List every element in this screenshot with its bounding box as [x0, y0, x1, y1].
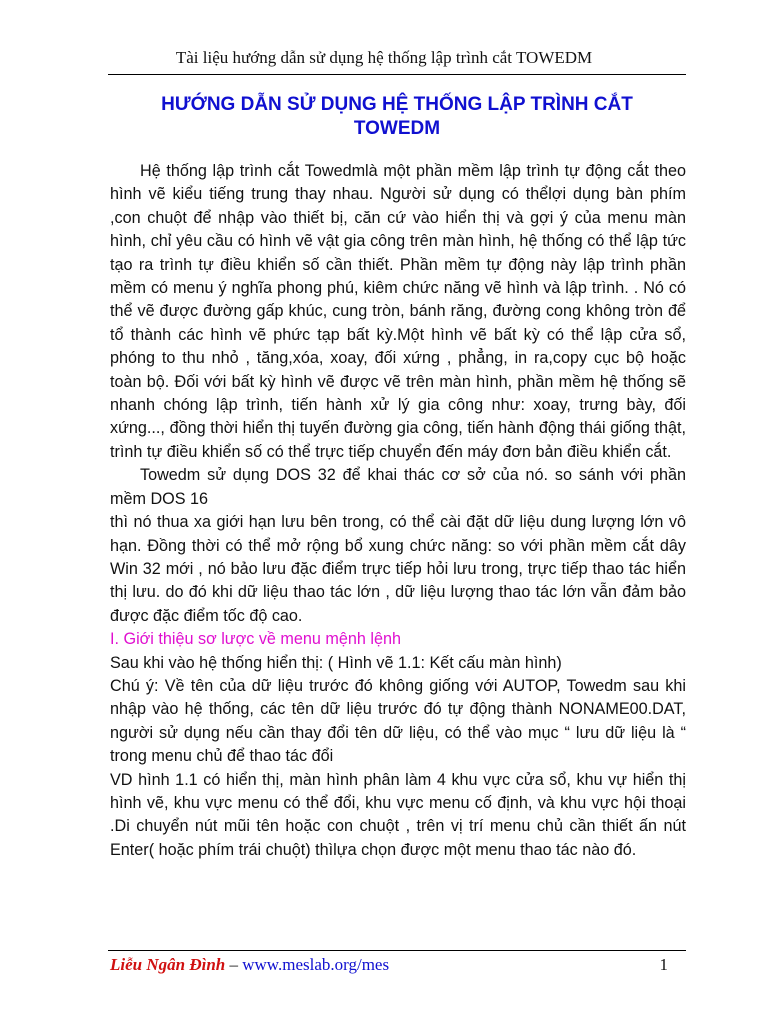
page-header: Tài liệu hướng dẫn sử dụng hệ thống lập trình cắt TOWEDM [175, 48, 593, 67]
page-footer [110, 955, 389, 975]
footer-url-link[interactable]: www.meslab.org/mes [242, 955, 390, 974]
document-body [110, 160, 686, 862]
title-line-1: HƯỚNG DẪN SỬ DỤNG HỆ THỐNG LẬP TRÌNH CẮT [161, 94, 633, 115]
paragraph-storage: thì nó thua xa giới hạn lưu bên trong, có thể cài đặt dữ liệu dung lượng lớn vô hạn. Đồng thời có thể mở rộng bổ xung chức năng: so với phần mềm cắt dây Win 32 mới , nó bảo lưu đặc điểm trực tiếp hỏi lưu trong, trực tiếp thao tác hiển thị lưu. do đó khi dữ liệu thao tác lớn , dữ liệu lượng thao tác lớn vẫn đảm bảo được đặc điểm tốc độ cao. [110, 513, 686, 625]
document-title [108, 93, 686, 141]
paragraph-example: VD hình 1.1 có hiển thị, màn hình phân làm 4 khu vực cửa sổ, khu vự hiển thị hình vẽ, khu vực menu có thể đổi, khu vực menu cố định, và khu vực hội thoại .Di chuyển nút mũi tên hoặc con chuột , trên vị trí menu chủ cần thiết ấn nút Enter( hoặc phím trái chuột) thìlựa chọn được một menu thao tác nào đó. [110, 770, 686, 859]
footer-separator: – [225, 955, 243, 974]
title-line-2: TOWEDM [353, 118, 441, 139]
footer-divider [108, 950, 686, 951]
section-heading: I. Giới thiệu sơ lược về menu mệnh lệnh [110, 630, 402, 649]
header-divider [108, 74, 686, 75]
page-number: 1 [659, 955, 668, 974]
paragraph-dos32: Towedm sử dụng DOS 32 để khai thác cơ sở của nó. so sánh với phần mềm DOS 16 [110, 466, 686, 508]
paragraph-note: Chú ý: Về tên của dữ liệu trước đó không giống với AUTOP, Towedm sau khi nhập vào hệ thống, các tên dữ liệu trước đó tự động thành NONAME00.DAT, người sử dụng nếu cần thay đổi tên dữ liệu, có thể vào mục “ lưu dữ liệu là “ trong menu chủ để thao tác đổi [110, 676, 686, 766]
paragraph-display: Sau khi vào hệ thống hiển thị: ( Hình vẽ 1.1: Kết cấu màn hình) [110, 653, 562, 672]
paragraph-intro: Hệ thống lập trình cắt Towedmlà một phần mềm lập trình tự động cắt theo hình vẽ kiểu tiếng trung thay nhau. Người sử dụng có thểlợi dụng bàn phím ,con chuột để nhập vào thiết bị, căn cứ vào hiển thị và gợi ý của menu màn hình, chỉ yêu cầu có hình vẽ vật gia công trên màn hình, hệ thống có thể lập tức tạo ra trình tự điều khiển số cần thiết. Phần mềm tự động này lập trình phần mềm có menu ý nghĩa phong phú, kiêm chức năng vẽ hình và lập trình. . Nó có thể vẽ được đường gấp khúc, cung tròn, bánh răng, đường cong không tròn để tổ thành các hình vẽ phức tạp bất kỳ.Một hình vẽ bất kỳ có thể lập cửa sổ, phóng to thu nhỏ , tăng,xóa, xoay, đối xứng , phẳng, in ra,copy cục bộ hoặc toàn bộ. Đối với bất kỳ hình vẽ được vẽ trên màn hình, phần mềm hệ thống sẽ nhanh chóng lập trình, tiến hành xử lý gia công như: xoay, trưng bày, đối xứng..., đồng thời hiển thị tuyến đường gia công, tiến hành động thái giống thật, trình tự điều khiển số có thể trực tiếp chuyển đến máy đơn bản điều khiển cắt. [110, 162, 686, 461]
footer-author: Liễu Ngân Đình [110, 955, 226, 974]
